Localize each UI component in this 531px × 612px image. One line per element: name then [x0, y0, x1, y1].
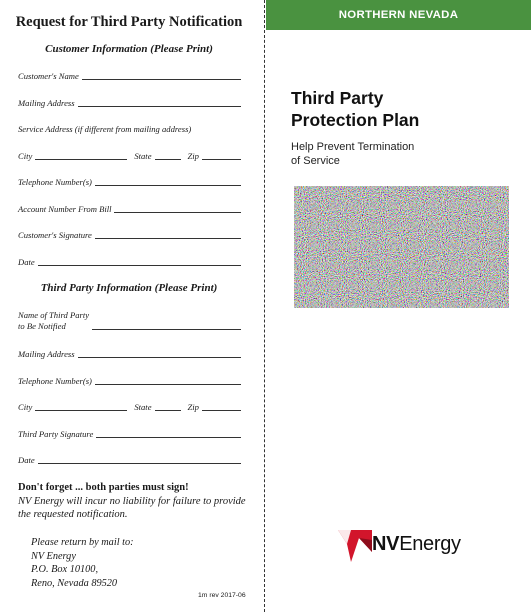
third-party-signature-field[interactable] — [18, 429, 241, 440]
field-label: Date — [18, 455, 35, 465]
field-label-line: Name of Third Party — [18, 310, 90, 320]
request-form — [0, 0, 262, 612]
return-address-line: NV Energy — [31, 550, 76, 562]
tear-line — [264, 0, 265, 612]
write-line — [155, 409, 181, 411]
field-label: Mailing Address — [18, 98, 75, 108]
customer-name-field[interactable] — [18, 71, 241, 82]
return-address-line: P.O. Box 10100, — [31, 564, 99, 576]
field-label: Date — [18, 257, 35, 267]
third-party-mailing-field[interactable] — [18, 349, 241, 360]
customer-city-row[interactable] — [18, 151, 241, 162]
field-label: Zip — [187, 151, 199, 161]
write-line — [95, 237, 241, 239]
form-title: Request for Third Party Notification — [15, 14, 243, 30]
field-label: Account Number From Bill — [18, 204, 112, 214]
reminder-note — [18, 481, 248, 522]
field-label: Third Party Signature — [18, 429, 94, 439]
field-label-line: to Be Notified — [18, 321, 66, 331]
write-line — [202, 409, 241, 411]
field-label: Customer's Signature — [18, 230, 92, 240]
field-label: State — [134, 151, 152, 161]
field-label: Telephone Number(s) — [18, 376, 92, 386]
write-line — [78, 356, 241, 358]
field-label: Zip — [187, 402, 199, 412]
write-line — [38, 264, 241, 266]
return-address-line: Please return by mail to: — [31, 537, 134, 548]
write-line — [202, 158, 241, 160]
revision-code: 1m rev 2017-06 — [198, 592, 246, 599]
third-party-city-row[interactable] — [18, 402, 241, 413]
field-label — [18, 310, 89, 332]
photo-noise-image — [294, 186, 509, 308]
lightning-bolt-icon — [337, 526, 373, 562]
return-address — [31, 536, 134, 591]
nv-energy-logo — [337, 526, 465, 562]
field-label: City — [18, 151, 33, 161]
write-line — [35, 409, 127, 411]
logo-wordmark-bold: NV — [372, 532, 400, 555]
logo-wordmark — [372, 533, 461, 556]
third-party-name-field[interactable] — [18, 310, 241, 332]
cover-photo — [294, 186, 509, 308]
write-line — [38, 462, 241, 464]
customer-section-title: Customer Information (Please Print) — [45, 43, 213, 55]
return-address-line: Reno, Nevada 89520 — [31, 578, 118, 590]
customer-phone-field[interactable] — [18, 177, 241, 188]
customer-signature-field[interactable] — [18, 230, 241, 241]
third-party-section-title: Third Party Information (Please Print) — [40, 282, 218, 294]
write-line — [78, 105, 241, 107]
customer-account-field[interactable] — [18, 204, 241, 215]
region-banner: NORTHERN NEVADA — [266, 0, 531, 30]
field-label: Telephone Number(s) — [18, 177, 92, 187]
write-line — [35, 158, 127, 160]
third-party-date-field[interactable] — [18, 455, 241, 466]
field-label: Customer's Name — [18, 71, 79, 81]
customer-service-field[interactable] — [18, 124, 241, 135]
cover-title: Third Party Protection Plan — [291, 88, 420, 130]
write-line — [95, 184, 241, 186]
third-party-phone-field[interactable] — [18, 376, 241, 387]
reminder-text: NV Energy will incur no liability for failure to provide the requested notification. — [18, 495, 246, 520]
cover-subtitle: Help Prevent Termination of Service — [291, 141, 415, 167]
field-label: Mailing Address — [18, 349, 75, 359]
write-line — [95, 383, 241, 385]
write-line — [82, 78, 241, 80]
write-line — [114, 211, 241, 213]
customer-date-field[interactable] — [18, 257, 241, 268]
logo-wordmark-regular: Energy — [399, 532, 461, 555]
customer-mailing-field[interactable] — [18, 98, 241, 109]
write-line — [96, 436, 241, 438]
field-label: State — [134, 402, 152, 412]
field-label: City — [18, 402, 33, 412]
write-line — [92, 328, 241, 330]
reminder-heading: Don't forget ... both parties must sign! — [18, 482, 189, 493]
write-line — [155, 158, 181, 160]
field-label: Service Address (if different from mailing address) — [18, 124, 192, 134]
